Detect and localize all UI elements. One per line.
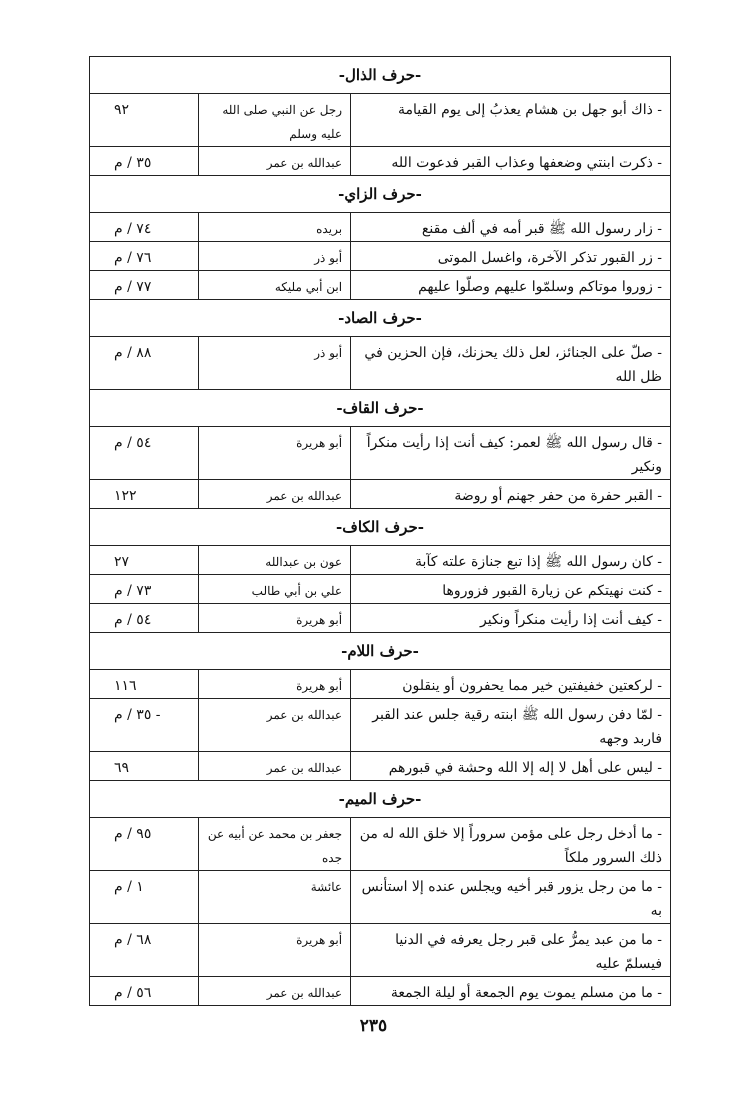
narrator-cell: عبدالله بن عمر (199, 147, 351, 176)
narrator-cell: عون بن عبدالله (199, 546, 351, 575)
section-header-row (90, 300, 671, 337)
narrator-cell: علي بن أبي طالب (199, 575, 351, 604)
table-row (90, 94, 671, 147)
hadith-text-cell: - القبر حفرة من حفر جهنم أو روضة (351, 480, 671, 509)
section-header-row (90, 390, 671, 427)
narrator-cell: أبو هريرة (199, 924, 351, 977)
section-header-row (90, 781, 671, 818)
hadith-text-cell: - كيف أنت إذا رأيت منكراً ونكير (351, 604, 671, 633)
section-header-row (90, 509, 671, 546)
reference-cell: ٧٣ / م (90, 575, 199, 604)
table-row (90, 977, 671, 1006)
page-number: ٢٣٥ (359, 1016, 388, 1036)
narrator-cell: بريده (199, 213, 351, 242)
table-row (90, 427, 671, 480)
reference-cell: ٢٧ (90, 546, 199, 575)
narrator-cell: ابن أبي مليكه (199, 271, 351, 300)
reference-cell: ١١٦ (90, 670, 199, 699)
section-title: -حرف الميم- (90, 781, 671, 818)
reference-cell: ٧٤ / م (90, 213, 199, 242)
table-row (90, 337, 671, 390)
hadith-text-cell: - ذكرت ابنتي وضعفها وعذاب القبر فدعوت الله (351, 147, 671, 176)
section-title: -حرف الكاف- (90, 509, 671, 546)
section-title: -حرف الذال- (90, 57, 671, 94)
hadith-text-cell: - ما من رجل يزور قبر أخيه ويجلس عنده إلا استأنس به (351, 871, 671, 924)
hadith-text-cell: - زوروا موتاكم وسلمّوا عليهم وصلّوا عليهم (351, 271, 671, 300)
reference-cell: ٧٧ / م (90, 271, 199, 300)
narrator-cell: رجل عن النبي صلى الله عليه وسلم (199, 94, 351, 147)
table-row (90, 271, 671, 300)
table-row (90, 546, 671, 575)
table-row (90, 213, 671, 242)
hadith-text-cell: - زر القبور تذكر الآخرة، واغسل الموتى (351, 242, 671, 271)
table-row (90, 871, 671, 924)
hadith-text-cell: - كان رسول الله ﷺ إذا تبع جنازة علته كآبة (351, 546, 671, 575)
narrator-cell: أبو هريرة (199, 604, 351, 633)
narrator-cell: عبدالله بن عمر (199, 480, 351, 509)
narrator-cell: أبو ذر (199, 337, 351, 390)
reference-cell: ٣٥ / م (90, 147, 199, 176)
reference-cell: ٥٤ / م (90, 427, 199, 480)
narrator-cell: عبدالله بن عمر (199, 977, 351, 1006)
section-title: -حرف الزاي- (90, 176, 671, 213)
section-title: -حرف القاف- (90, 390, 671, 427)
hadith-text-cell: - ليس على أهل لا إله إلا الله وحشة في قبورهم (351, 752, 671, 781)
table-row (90, 480, 671, 509)
narrator-cell: أبو ذر (199, 242, 351, 271)
reference-cell: ٧٦ / م (90, 242, 199, 271)
section-header-row (90, 176, 671, 213)
narrator-cell: أبو هريرة (199, 427, 351, 480)
table-row (90, 604, 671, 633)
hadith-text-cell: - قال رسول الله ﷺ لعمر: كيف أنت إذا رأيت منكراً ونكير (351, 427, 671, 480)
table-row (90, 575, 671, 604)
hadith-text-cell: - صلّ على الجنائز، لعل ذلك يحزنك، فإن الحزين في ظل الله (351, 337, 671, 390)
reference-cell: ١ / م (90, 871, 199, 924)
hadith-text-cell: - ما أدخل رجل على مؤمن سروراً إلا خلق الله له من ذلك السرور ملكاً (351, 818, 671, 871)
section-header-row (90, 633, 671, 670)
table-row (90, 242, 671, 271)
narrator-cell: أبو هريرة (199, 670, 351, 699)
hadith-text-cell: - ما من عبد يمرُّ على قبر رجل يعرفه في الدنيا فيسلمّ عليه (351, 924, 671, 977)
hadith-text-cell: - لركعتين خفيفتين خير مما يحفرون أو ينقلون (351, 670, 671, 699)
reference-cell: ٨٨ / م (90, 337, 199, 390)
hadith-text-cell: - كنت نهيتكم عن زيارة القبور فزوروها (351, 575, 671, 604)
hadith-text-cell: - ما من مسلم يموت يوم الجمعة أو ليلة الجمعة (351, 977, 671, 1006)
table-row (90, 147, 671, 176)
reference-cell: ١٢٢ (90, 480, 199, 509)
section-header-row (90, 57, 671, 94)
table-row (90, 924, 671, 977)
section-title: -حرف اللام- (90, 633, 671, 670)
narrator-cell: عبدالله بن عمر (199, 699, 351, 752)
table-row (90, 752, 671, 781)
table-row (90, 699, 671, 752)
narrator-cell: عائشة (199, 871, 351, 924)
reference-cell: ٦٩ (90, 752, 199, 781)
reference-cell: ٥٤ / م (90, 604, 199, 633)
reference-cell: ٥٦ / م (90, 977, 199, 1006)
reference-cell: ٩٢ (90, 94, 199, 147)
hadith-text-cell: - ذاك أبو جهل بن هشام يعذبُ إلى يوم القيامة (351, 94, 671, 147)
narrator-cell: جعفر بن محمد عن أبيه عن جده (199, 818, 351, 871)
hadith-text-cell: - لمّا دفن رسول الله ﷺ ابنته رقية جلس عند القبر فاربد وجهه (351, 699, 671, 752)
reference-cell: ٦٨ / م (90, 924, 199, 977)
table-row (90, 670, 671, 699)
reference-cell: ٣٥ / م - (90, 699, 199, 752)
hadith-index-table (89, 56, 671, 1006)
hadith-text-cell: - زار رسول الله ﷺ قبر أمه في ألف مقنع (351, 213, 671, 242)
section-title: -حرف الصاد- (90, 300, 671, 337)
reference-cell: ٩٥ / م (90, 818, 199, 871)
table-row (90, 818, 671, 871)
narrator-cell: عبدالله بن عمر (199, 752, 351, 781)
